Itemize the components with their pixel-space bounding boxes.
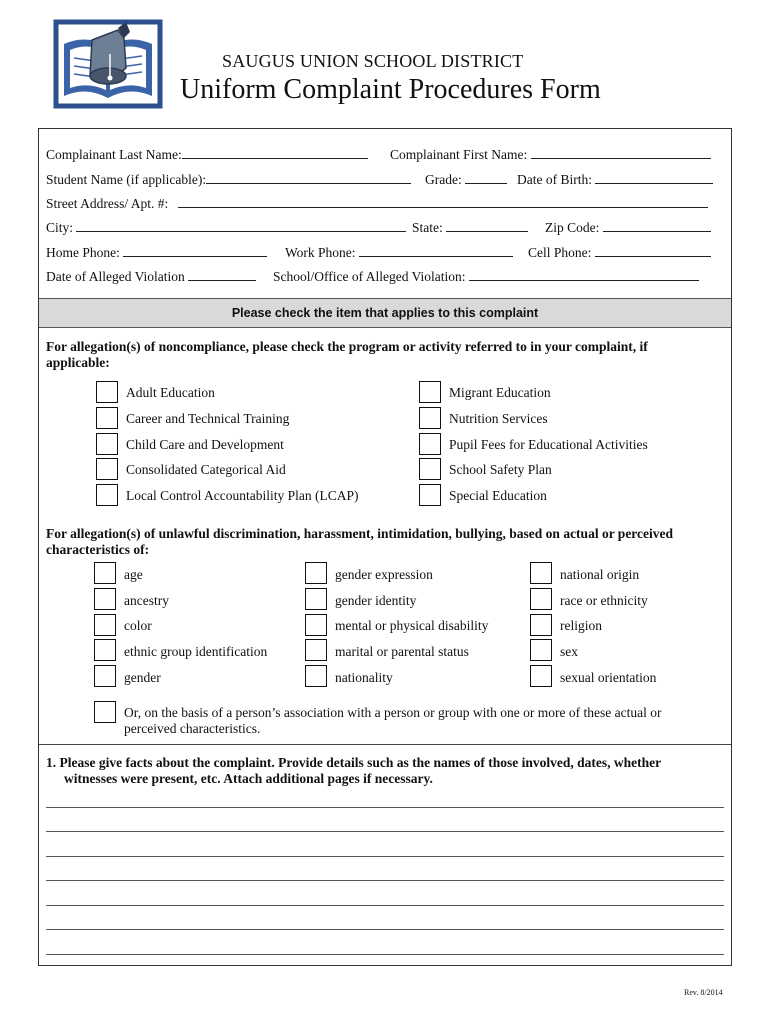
- dob-label: Date of Birth:: [517, 172, 592, 187]
- answer-line[interactable]: [46, 954, 724, 955]
- label-race-ethnicity: race or ethnicity: [560, 593, 648, 608]
- label-religion: religion: [560, 618, 602, 633]
- checkbox-sexual-orientation[interactable]: [530, 665, 552, 687]
- district-name: SAUGUS UNION SCHOOL DISTRICT: [222, 51, 524, 71]
- label-color: color: [124, 618, 152, 633]
- association-line2: perceived characteristics.: [124, 721, 261, 736]
- checkbox-gender-identity[interactable]: [305, 588, 327, 610]
- home-phone-label: Home Phone:: [46, 245, 120, 260]
- first-name-label: Complainant First Name:: [390, 147, 528, 162]
- label-age: age: [124, 567, 143, 582]
- checkbox-career-technical-training[interactable]: [96, 407, 118, 429]
- checkbox-marital-status[interactable]: [305, 639, 327, 661]
- label-disability: mental or physical disability: [335, 618, 489, 633]
- noncompliance-heading-line2: applicable:: [46, 355, 110, 370]
- checkbox-lcap[interactable]: [96, 484, 118, 506]
- checkbox-ethnic-group[interactable]: [94, 639, 116, 661]
- work-phone-label: Work Phone:: [285, 245, 356, 260]
- city-label: City:: [46, 220, 74, 235]
- state-field[interactable]: [412, 220, 528, 236]
- section-divider: [39, 744, 731, 745]
- checkbox-nutrition-services[interactable]: [419, 407, 441, 429]
- revision-note: Rev. 8/2014: [684, 988, 723, 997]
- label-marital-status: marital or parental status: [335, 644, 469, 659]
- label-sex: sex: [560, 644, 578, 659]
- grade-field[interactable]: [425, 172, 507, 188]
- association-line1: Or, on the basis of a person’s association with a person or group with one or more of these actual or: [124, 705, 662, 720]
- home-phone-field[interactable]: [46, 245, 267, 261]
- dob-field[interactable]: [517, 172, 713, 188]
- noncompliance-heading-line1: For allegation(s) of noncompliance, please check the program or activity referred to in your complaint, if: [46, 339, 648, 354]
- checkbox-school-safety-plan[interactable]: [419, 458, 441, 480]
- first-name-field[interactable]: [390, 147, 711, 163]
- checkbox-migrant-education[interactable]: [419, 381, 441, 403]
- student-name-label: Student Name (if applicable):: [46, 172, 207, 187]
- checkbox-religion[interactable]: [530, 614, 552, 636]
- label-consolidated-categorical-aid: Consolidated Categorical Aid: [126, 462, 286, 477]
- checkbox-race-ethnicity[interactable]: [530, 588, 552, 610]
- label-career-technical-training: Career and Technical Training: [126, 411, 290, 426]
- label-school-safety-plan: School Safety Plan: [449, 462, 552, 477]
- label-sexual-orientation: sexual orientation: [560, 670, 657, 685]
- form-title: Uniform Complaint Procedures Form: [180, 74, 601, 105]
- label-ancestry: ancestry: [124, 593, 169, 608]
- checkbox-adult-education[interactable]: [96, 381, 118, 403]
- answer-line[interactable]: [46, 905, 724, 906]
- label-ethnic-group: ethnic group identification: [124, 644, 268, 659]
- checkbox-gender[interactable]: [94, 665, 116, 687]
- state-label: State:: [412, 220, 443, 235]
- label-child-care: Child Care and Development: [126, 437, 284, 452]
- checkbox-color[interactable]: [94, 614, 116, 636]
- label-migrant-education: Migrant Education: [449, 385, 551, 400]
- checkbox-special-education[interactable]: [419, 484, 441, 506]
- checkbox-child-care[interactable]: [96, 433, 118, 455]
- answer-line[interactable]: [46, 807, 724, 808]
- answer-line[interactable]: [46, 880, 724, 881]
- discrimination-heading-line1: For allegation(s) of unlawful discrimination, harassment, intimidation, bullying, based on actual or perceived: [46, 526, 674, 541]
- label-national-origin: national origin: [560, 567, 640, 582]
- label-pupil-fees: Pupil Fees for Educational Activities: [449, 437, 648, 452]
- label-nutrition-services: Nutrition Services: [449, 411, 548, 426]
- checkbox-sex[interactable]: [530, 639, 552, 661]
- label-adult-education: Adult Education: [126, 385, 215, 400]
- label-special-education: Special Education: [449, 488, 547, 503]
- label-gender-expression: gender expression: [335, 567, 433, 582]
- checkbox-national-origin[interactable]: [530, 562, 552, 584]
- instruction-band: [39, 298, 731, 328]
- answer-line[interactable]: [46, 929, 724, 930]
- street-field[interactable]: [46, 196, 708, 212]
- city-field[interactable]: [46, 220, 406, 236]
- label-gender-identity: gender identity: [335, 593, 417, 608]
- label-gender: gender: [124, 670, 161, 685]
- question1-line2: witnesses were present, etc. Attach additional pages if necessary.: [64, 771, 433, 786]
- zip-field[interactable]: [545, 220, 711, 236]
- checkbox-association[interactable]: [94, 701, 116, 723]
- checkbox-age[interactable]: [94, 562, 116, 584]
- last-name-field[interactable]: [46, 147, 368, 163]
- grade-label: Grade:: [425, 172, 462, 187]
- discrimination-heading-line2: characteristics of:: [46, 542, 150, 557]
- checkbox-pupil-fees[interactable]: [419, 433, 441, 455]
- checkbox-consolidated-categorical-aid[interactable]: [96, 458, 118, 480]
- zip-label: Zip Code:: [545, 220, 600, 235]
- school-office-label: School/Office of Alleged Violation:: [273, 269, 466, 284]
- violation-date-label: Date of Alleged Violation: [46, 269, 185, 284]
- student-name-field[interactable]: [46, 172, 411, 188]
- checkbox-nationality[interactable]: [305, 665, 327, 687]
- answer-line[interactable]: [46, 831, 724, 832]
- cell-phone-field[interactable]: [528, 245, 711, 261]
- checkbox-disability[interactable]: [305, 614, 327, 636]
- work-phone-field[interactable]: [285, 245, 513, 261]
- label-nationality: nationality: [335, 670, 393, 685]
- violation-date-field[interactable]: [46, 269, 256, 285]
- last-name-label: Complainant Last Name:: [46, 147, 182, 162]
- checkbox-ancestry[interactable]: [94, 588, 116, 610]
- answer-line[interactable]: [46, 856, 724, 857]
- checkbox-gender-expression[interactable]: [305, 562, 327, 584]
- cell-phone-label: Cell Phone:: [528, 245, 592, 260]
- question1-line1: 1. Please give facts about the complaint. Provide details such as the names of those involved, dates, whether: [46, 755, 662, 770]
- school-office-field[interactable]: [273, 269, 699, 285]
- instruction-band-label: Please check the item that applies to this complaint: [231, 306, 539, 320]
- label-lcap: Local Control Accountability Plan (LCAP): [126, 488, 359, 503]
- district-logo: [52, 18, 164, 110]
- street-label: Street Address/ Apt. #:: [46, 196, 169, 211]
